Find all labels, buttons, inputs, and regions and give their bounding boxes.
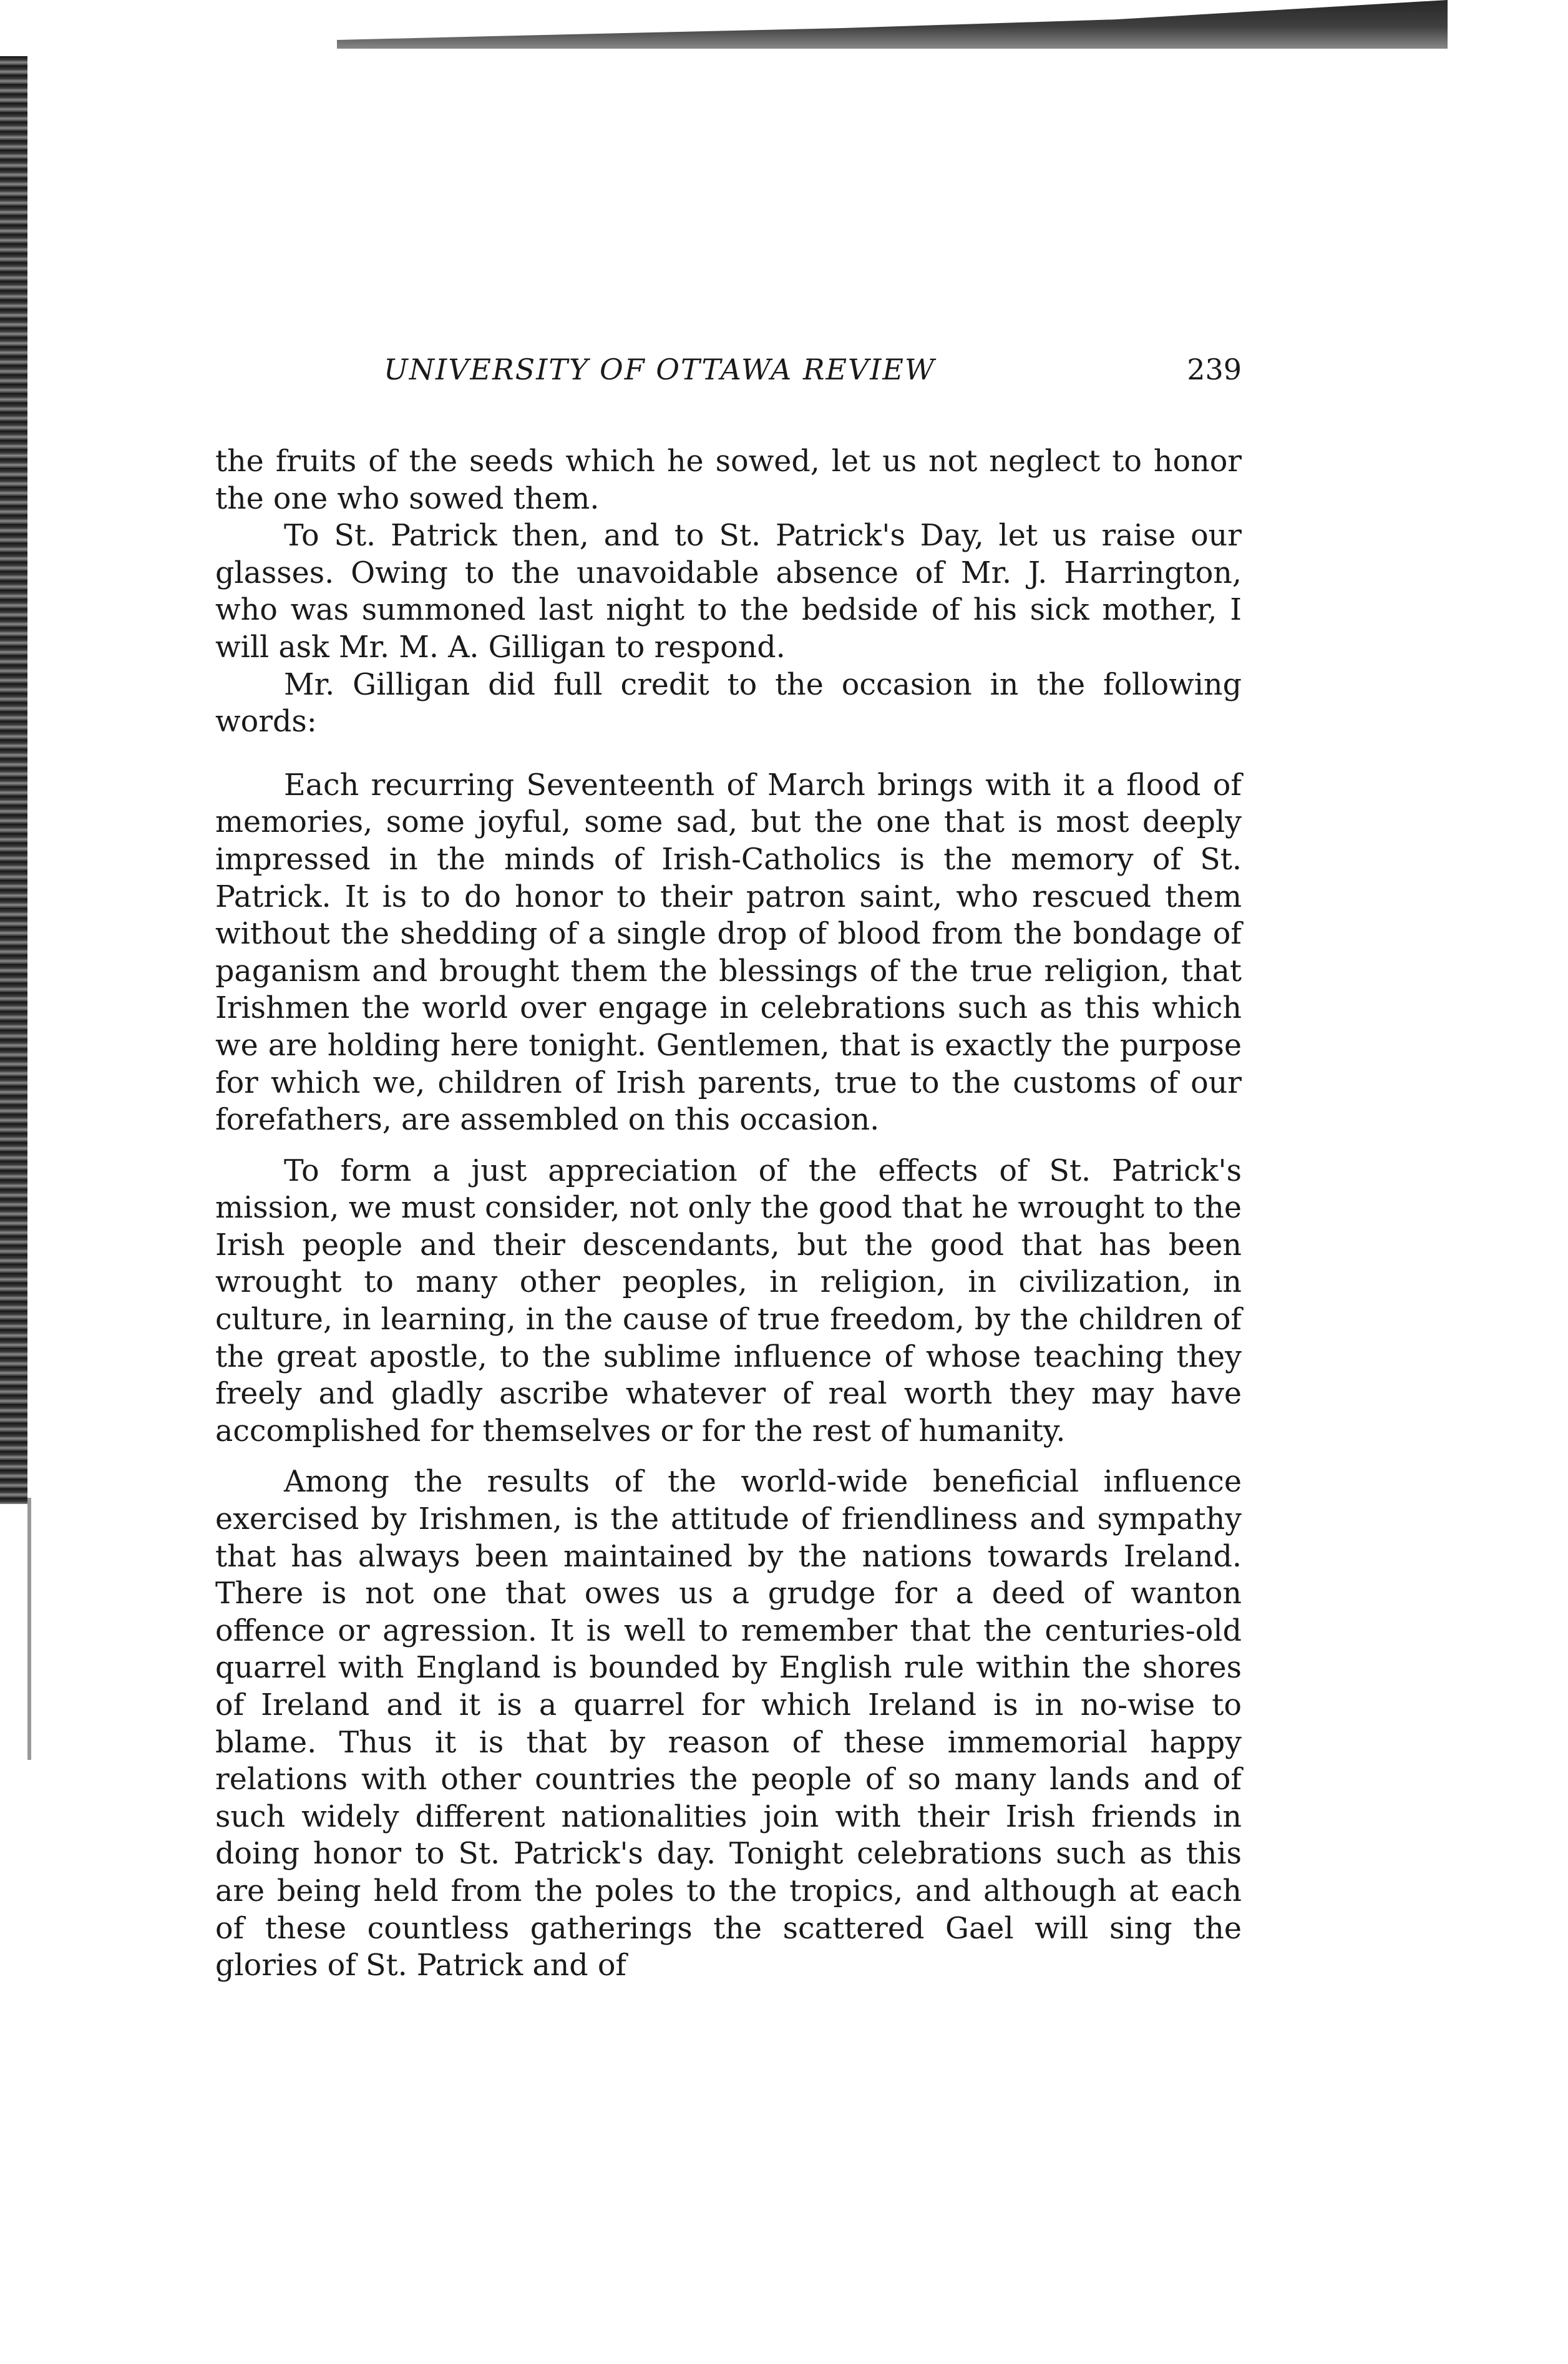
paragraph-6: Among the results of the world-wide beneficial influence exercised by Irishmen, is the attitude of friendliness and sympathy that has always been maintained by the nations towards Ireland. There is not one that owes us a grudge for a deed of wanton offence or agression. It is well to remember that the centuries-old quarrel with England is bounded by English rule within the shores of Ireland and it is a quarrel for which Ireland is in no-wise to blame. Thus it is that by reason of these immemorial happy relations with other countries the people of so many lands and of such widely different nationalities join with their Irish friends in doing honor to St. Patrick's day. Tonight celebrations such as this are being held from the poles to the tropics, and although at each of these countless gatherings the scattered Gael will sing the glories of St. Patrick and of	[215, 1465, 1242, 1983]
paragraph-4: Each recurring Seventeenth of March brings with it a flood of memories, some joyful, some sad, but the one that is most deeply impressed in the minds of Irish-Catholics is the memory of St. Patrick. It is to do honor to their patron saint, who rescued them without the shedding of a single drop of blood from the bondage of paganism and brought them the blessings of the true religion, that Irishmen the world over engage in celebrations such as this which we are holding here tonight. Gentlemen, that is exactly the purpose for which we, children of Irish parents, true to the customs of our forefathers, are assembled on this occasion.	[215, 768, 1242, 1138]
running-head	[215, 353, 1242, 396]
page-number: 239	[1187, 353, 1242, 386]
page	[215, 353, 1242, 1985]
paragraph-2: To St. Patrick then, and to St. Patrick's Day, let us raise our glasses. Owing to the unavoidable absence of Mr. J. Harrington, who was summoned last night to the bedside of his sick mother, I will ask Mr. M. A. Gilligan to respond.	[215, 519, 1242, 665]
scan-shadow-left-thin	[27, 1498, 31, 1760]
running-title: UNIVERSITY OF OTTAWA REVIEW	[384, 353, 936, 386]
paragraph-1: the fruits of the seeds which he sowed, let us not neglect to honor the one who sowed them.	[215, 444, 1242, 516]
scan-shadow-top	[337, 0, 1448, 49]
body-text	[215, 443, 1242, 1985]
scan-shadow-left	[0, 56, 27, 1504]
paragraph-3: Mr. Gilligan did full credit to the occasion in the following words:	[215, 667, 1242, 740]
paragraph-5: To form a just appreciation of the effects of St. Patrick's mission, we must consider, not only the good that he wrought to the Irish people and their descendants, but the good that has been wrought to many other peoples, in religion, in civilization, in culture, in learning, in the cause of true freedom, by the children of the great apostle, to the sublime influence of whose teaching they freely and gladly ascribe whatever of real worth they may have accomplished for themselves or for the rest of humanity.	[215, 1153, 1242, 1448]
